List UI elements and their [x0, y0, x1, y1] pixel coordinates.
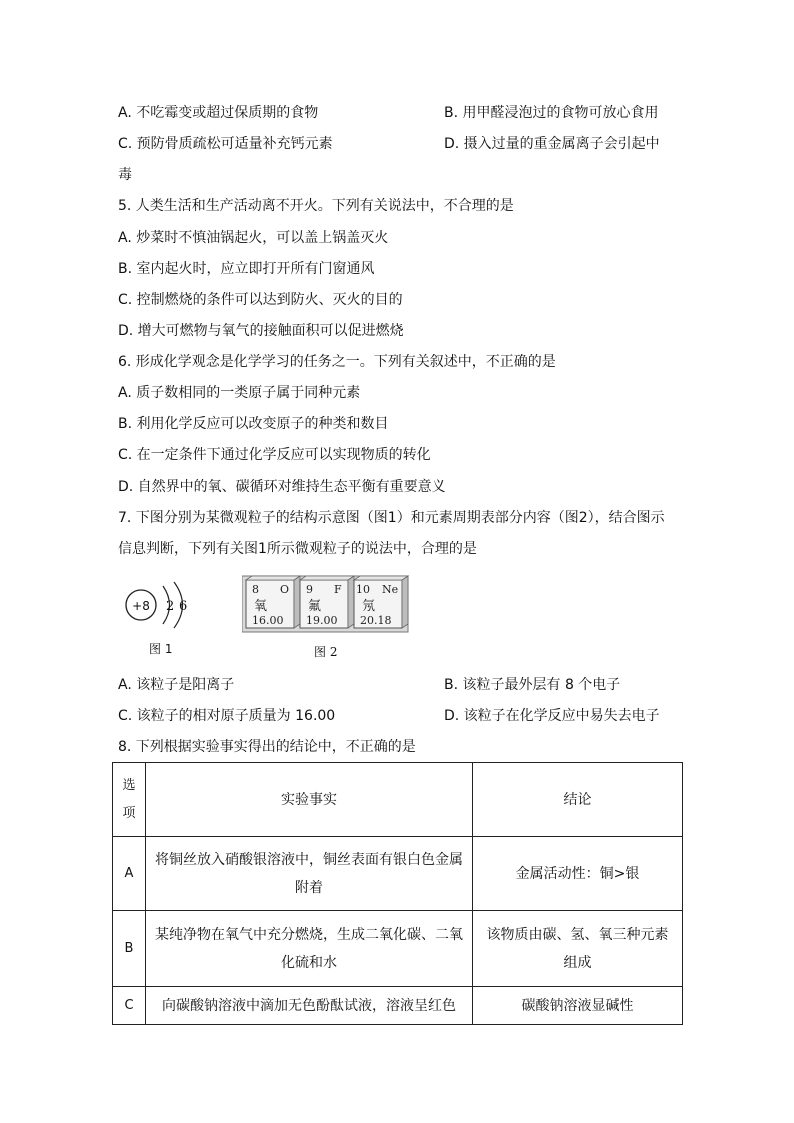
q6-option-a: A. 质子数相同的一类原子属于同种元素	[118, 385, 361, 401]
q7-stem-line2: 信息判断，下列有关图1所示微观粒子的说法中，合理的是	[118, 541, 477, 557]
neon-mass: 20.18	[360, 614, 392, 627]
row-option: C	[113, 987, 146, 1025]
oxygen-mass: 16.00	[252, 614, 284, 627]
header-fact: 实验事实	[146, 763, 473, 837]
q7-option-c: C. 该粒子的相对原子质量为 16.00	[118, 708, 336, 724]
q7-stem-line1: 7. 下图分别为某微观粒子的结构示意图（图1）和元素周期表部分内容（图2），结合图示	[118, 510, 665, 526]
q4-option-d: D. 摄入过量的重金属离子会引起中	[444, 136, 660, 152]
row-option: A	[113, 837, 146, 911]
q4-option-c: C. 预防骨质疏松可适量补充钙元素	[118, 136, 333, 152]
q6-option-d: D. 自然界中的氧、碳循环对维持生态平衡有重要意义	[118, 479, 446, 495]
fluorine-name: 氟	[308, 599, 322, 614]
q6-option-c: C. 在一定条件下通过化学反应可以实现物质的转化	[118, 447, 431, 463]
figure2-periodic-table	[242, 572, 420, 662]
q8-experiment-table	[112, 762, 683, 1025]
figure1-atom-structure	[118, 578, 208, 660]
figure2-caption: 图 2	[314, 645, 338, 659]
neon-name: 氖	[362, 599, 376, 614]
q5-stem: 5. 人类生活和生产活动离不开火。下列有关说法中，不合理的是	[118, 198, 514, 214]
oxygen-number: 8	[252, 583, 259, 596]
figure1-caption: 图 1	[149, 642, 173, 656]
element-cell-oxygen	[246, 576, 300, 628]
table-row	[113, 837, 683, 911]
row-fact: 将铜丝放入硝酸银溶液中，铜丝表面有银白色金属附着	[146, 837, 473, 911]
q4-option-d-wrap: 毒	[118, 167, 132, 183]
row-conclusion: 该物质由碳、氢、氧三种元素组成	[473, 911, 683, 987]
row-fact: 向碳酸钠溶液中滴加无色酚酞试液，溶液呈红色	[146, 987, 473, 1025]
shell1-electron-count: 2	[166, 599, 175, 614]
q8-stem: 8. 下列根据实验事实得出的结论中，不正确的是	[118, 739, 416, 755]
oxygen-symbol: O	[280, 583, 290, 596]
header-option: 选 项	[113, 763, 146, 837]
fluorine-symbol: F	[334, 583, 342, 596]
q7-option-d: D. 该粒子在化学反应中易失去电子	[444, 708, 660, 724]
row-conclusion: 碳酸钠溶液显碱性	[473, 987, 683, 1025]
q5-option-b: B. 室内起火时，应立即打开所有门窗通风	[118, 261, 375, 277]
q4-option-a: A. 不吃霉变或超过保质期的食物	[118, 105, 319, 121]
element-cell-neon	[354, 576, 408, 628]
neon-number: 10	[356, 583, 370, 596]
nucleus-charge: +8	[132, 599, 150, 613]
q6-option-b: B. 利用化学反应可以改变原子的种类和数目	[118, 416, 389, 432]
fluorine-mass: 19.00	[306, 614, 338, 627]
neon-symbol: Ne	[382, 583, 399, 596]
row-conclusion: 金属活动性：铜>银	[473, 837, 683, 911]
q7-option-a: A. 该粒子是阳离子	[118, 677, 235, 693]
q6-stem: 6. 形成化学观念是化学学习的任务之一。下列有关叙述中，不正确的是	[118, 354, 556, 370]
q7-option-b: B. 该粒子最外层有 8 个电子	[444, 677, 621, 693]
oxygen-name: 氧	[254, 599, 268, 614]
row-option: B	[113, 911, 146, 987]
shell2-electron-count: 6	[179, 599, 188, 614]
q5-option-d: D. 增大可燃物与氧气的接触面积可以促进燃烧	[118, 323, 404, 339]
row-fact: 某纯净物在氧气中充分燃烧，生成二氧化碳、二氧化硫和水	[146, 911, 473, 987]
header-conclusion: 结论	[473, 763, 683, 837]
table-row	[113, 911, 683, 987]
q4-option-b: B. 用甲醛浸泡过的食物可放心食用	[444, 105, 659, 121]
element-cell-fluorine	[300, 576, 354, 628]
fluorine-number: 9	[306, 583, 313, 596]
table-row	[113, 987, 683, 1025]
q5-option-c: C. 控制燃烧的条件可以达到防火、灭火的目的	[118, 292, 403, 308]
q5-option-a: A. 炒菜时不慎油锅起火，可以盖上锅盖灭火	[118, 230, 389, 246]
table-header-row	[113, 763, 683, 837]
